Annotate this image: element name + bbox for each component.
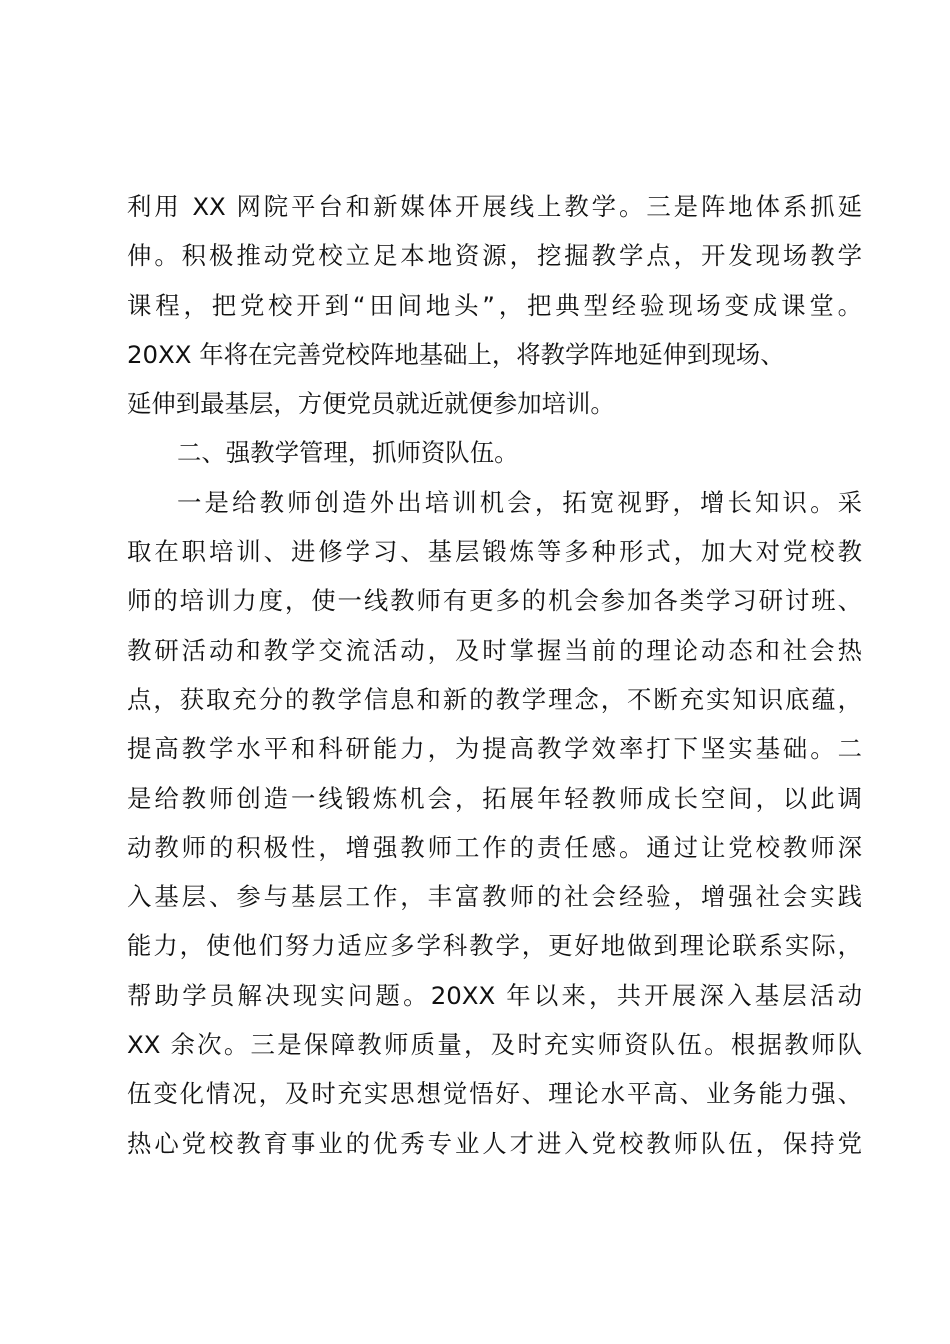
text-line: 一是给教师创造外出培训机会，拓宽视野，增长知识。采: [177, 487, 862, 517]
text-line: 伸。积极推动党校立足本地资源，挖掘教学点，开发现场教学: [127, 241, 862, 271]
text-line: 动教师的积极性，增强教师工作的责任感。通过让党校教师深: [127, 832, 862, 862]
text-line: 利用 XX 网院平台和新媒体开展线上教学。三是阵地体系抓延: [127, 192, 862, 221]
text-line: 课程，把党校开到“田间地头”，把典型经验现场变成课堂。: [127, 290, 862, 320]
section-heading: 二、强教学管理，抓师资队伍。: [177, 438, 519, 468]
text-line: 延伸到最基层，方便党员就近就便参加培训。: [127, 389, 615, 419]
text-line: 取在职培训、进修学习、基层锻炼等多种形式，加大对党校教: [127, 537, 862, 567]
text-line: XX 余次。三是保障教师质量，及时充实师资队伍。根据教师队: [127, 1030, 862, 1060]
text-line: 提高教学水平和科研能力，为提高教学效率打下坚实基础。二: [127, 734, 862, 764]
body-text: [127, 182, 862, 1168]
text-line: 是给教师创造一线锻炼机会，拓展年轻教师成长空间，以此调: [127, 783, 862, 813]
text-line: 教研活动和教学交流活动，及时掌握当前的理论动态和社会热: [127, 635, 862, 665]
text-line: 伍变化情况，及时充实思想觉悟好、理论水平高、业务能力强、: [127, 1079, 862, 1109]
text-line: 20XX 年将在完善党校阵地基础上，将教学阵地延伸到现场、: [127, 339, 785, 369]
text-line: 热心党校教育事业的优秀专业人才进入党校教师队伍，保持党: [127, 1128, 862, 1158]
text-line: 帮助学员解决现实问题。20XX 年以来，共开展深入基层活动: [127, 980, 862, 1010]
text-line: 师的培训力度，使一线教师有更多的机会参加各类学习研讨班、: [127, 586, 862, 616]
text-line: 点，获取充分的教学信息和新的教学理念，不断充实知识底蕴，: [127, 684, 862, 714]
text-line: 能力，使他们努力适应多学科教学，更好地做到理论联系实际，: [127, 931, 862, 961]
text-line: 入基层、参与基层工作，丰富教师的社会经验，增强社会实践: [127, 882, 862, 912]
